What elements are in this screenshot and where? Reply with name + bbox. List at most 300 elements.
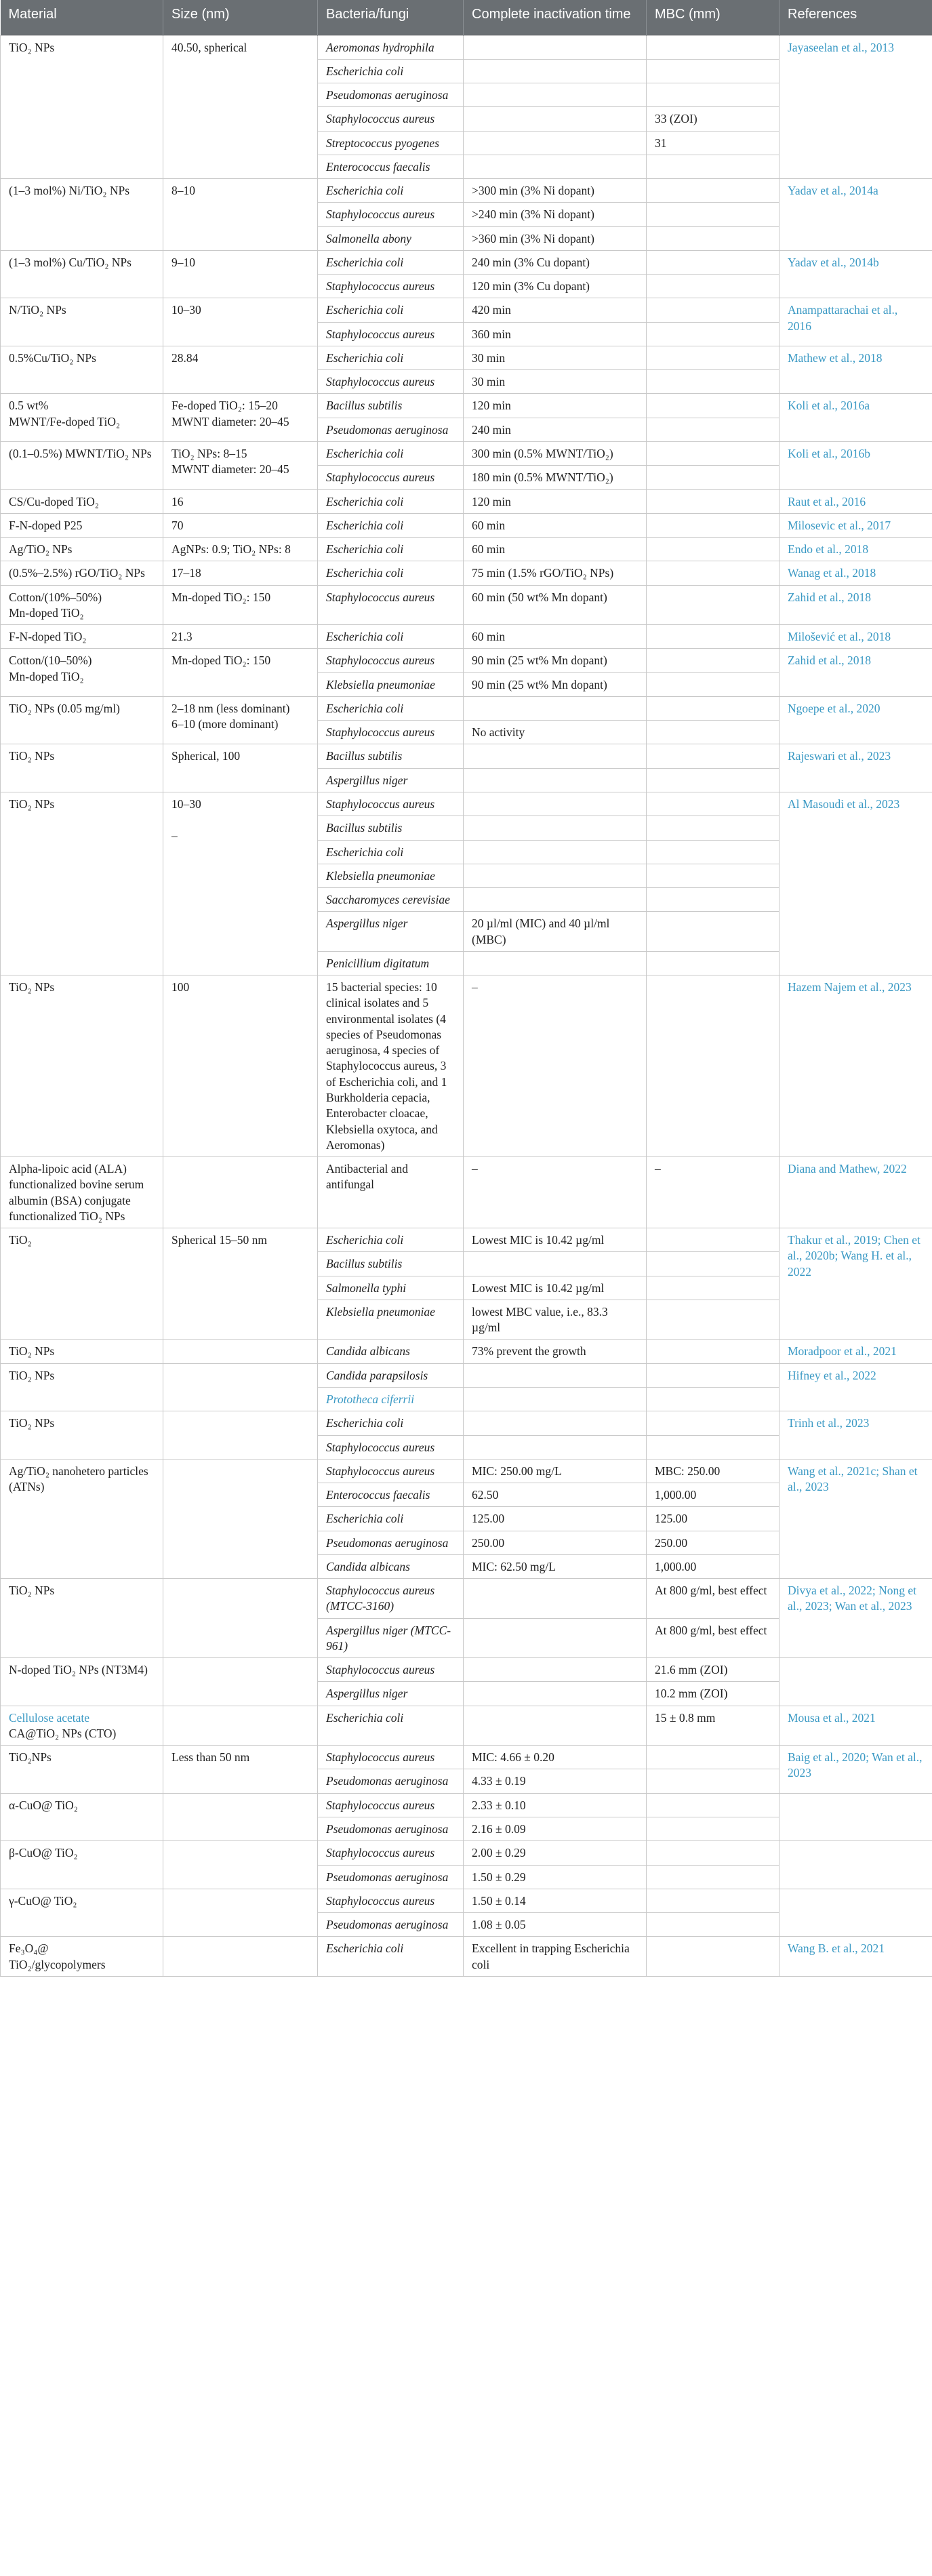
cell-size: 8–10 (163, 179, 318, 251)
cell-organism: Klebsiella pneumoniae (318, 1300, 464, 1340)
cell-size (163, 1363, 318, 1411)
cell-mbc (647, 59, 779, 83)
cell-size: AgNPs: 0.9; TiO₂ NPs: 8 (163, 538, 318, 561)
cell-mbc (647, 912, 779, 952)
cell-mbc (647, 1889, 779, 1912)
table-row (1, 250, 932, 274)
cell-organism: Saccharomyces cerevisiae (318, 888, 464, 912)
cell-material: Cotton/(10–50%) Mn-doped TiO₂ (1, 649, 163, 697)
cell-reference[interactable]: Hazem Najem et al., 2023 (779, 975, 932, 1157)
cell-mbc: – (647, 1157, 779, 1228)
cell-reference[interactable]: Raut et al., 2016 (779, 489, 932, 513)
table-row (1, 179, 932, 203)
cell-material: 0.5 wt% MWNT/Fe-doped TiO₂ (1, 394, 163, 442)
cell-organism: Aeromonas hydrophila (318, 35, 464, 59)
cell-material: TiO₂ NPs (0.05 mg/ml) (1, 696, 163, 744)
cell-inactivation-time: 125.00 (464, 1507, 647, 1531)
cell-inactivation-time: 2.00 ± 0.29 (464, 1841, 647, 1865)
cell-mbc (647, 792, 779, 816)
table-row (1, 35, 932, 59)
cell-material: TiO₂ NPs (1, 792, 163, 975)
cell-mbc (647, 840, 779, 864)
cell-mbc (647, 1817, 779, 1841)
cell-size: 10–30 (163, 298, 318, 346)
cell-size (163, 1706, 318, 1746)
cell-mbc (647, 35, 779, 59)
cell-mbc (647, 585, 779, 625)
cell-mbc (647, 275, 779, 298)
cell-size: Spherical, 100 (163, 744, 318, 792)
cell-organism: Salmonella abony (318, 226, 464, 250)
cell-size (163, 1658, 318, 1706)
cell-mbc (647, 561, 779, 585)
cell-material: TiO₂ (1, 1228, 163, 1340)
cell-organism: Staphylococcus aureus (318, 1841, 464, 1865)
table-row (1, 649, 932, 672)
cell-reference[interactable]: Thakur et al., 2019; Chen et al., 2020b; Wang H. et al., 2022 (779, 1228, 932, 1340)
cell-organism: Staphylococcus aureus (318, 370, 464, 394)
cell-organism: Staphylococcus aureus (318, 1658, 464, 1682)
cell-reference[interactable]: Moradpoor et al., 2021 (779, 1340, 932, 1363)
cell-organism: Escherichia coli (318, 561, 464, 585)
cell-inactivation-time: – (464, 975, 647, 1157)
cell-inactivation-time: 60 min (464, 625, 647, 649)
cell-organism: Escherichia coli (318, 59, 464, 83)
cell-reference[interactable]: Milosevic et al., 2017 (779, 513, 932, 537)
cell-reference (779, 1793, 932, 1841)
cell-inactivation-time: 90 min (25 wt% Mn dopant) (464, 649, 647, 672)
cell-size: 40.50, spherical (163, 35, 318, 179)
cell-mbc (647, 466, 779, 489)
cell-material: (0.5%–2.5%) rGO/TiO₂ NPs (1, 561, 163, 585)
cell-organism: Candida parapsilosis (318, 1363, 464, 1387)
cell-mbc (647, 1363, 779, 1387)
cell-size: Mn-doped TiO₂: 150 (163, 649, 318, 697)
cell-mbc (647, 1387, 779, 1411)
cell-organism: Bacillus subtilis (318, 744, 464, 768)
cell-reference (779, 1841, 932, 1889)
cell-reference[interactable]: Koli et al., 2016b (779, 442, 932, 490)
cell-organism: Pseudomonas aeruginosa (318, 83, 464, 107)
cell-inactivation-time (464, 1252, 647, 1276)
cell-organism: Staphylococcus aureus (318, 721, 464, 744)
cell-organism: Staphylococcus aureus (318, 322, 464, 346)
cell-mbc (647, 1228, 779, 1252)
cell-size: 70 (163, 513, 318, 537)
cell-material: TiO₂ NPs (1, 35, 163, 179)
cell-material: TiO₂ NPs (1, 1579, 163, 1658)
cell-reference[interactable]: Al Masoudi et al., 2023 (779, 792, 932, 975)
cell-inactivation-time (464, 696, 647, 720)
cell-size (163, 1340, 318, 1363)
cell-mbc (647, 1300, 779, 1340)
cell-reference[interactable]: Yadav et al., 2014b (779, 250, 932, 298)
cell-mbc (647, 155, 779, 178)
table-row (1, 1363, 932, 1387)
cell-reference (779, 1889, 932, 1937)
cell-reference[interactable]: Rajeswari et al., 2023 (779, 744, 932, 792)
cell-mbc (647, 1937, 779, 1977)
cell-inactivation-time: 120 min (3% Cu dopant) (464, 275, 647, 298)
cell-reference[interactable]: Wanag et al., 2018 (779, 561, 932, 585)
cell-mbc (647, 888, 779, 912)
cell-inactivation-time (464, 744, 647, 768)
cell-inactivation-time (464, 888, 647, 912)
cell-organism: Escherichia coli (318, 1228, 464, 1252)
cell-organism: Aspergillus niger (318, 912, 464, 952)
cell-inactivation-time: MIC: 4.66 ± 0.20 (464, 1746, 647, 1769)
cell-organism: Bacillus subtilis (318, 816, 464, 840)
cell-mbc (647, 1746, 779, 1769)
cell-inactivation-time (464, 840, 647, 864)
cell-mbc (647, 179, 779, 203)
cell-material: TiO₂ NPs (1, 1411, 163, 1460)
cell-organism: Staphylococcus aureus (318, 1793, 464, 1817)
table-row (1, 394, 932, 418)
cell-reference[interactable]: Milošević et al., 2018 (779, 625, 932, 649)
cell-mbc (647, 1841, 779, 1865)
cell-material: α-CuO@ TiO₂ (1, 1793, 163, 1841)
table-row (1, 1658, 932, 1682)
cell-inactivation-time: >240 min (3% Ni dopant) (464, 203, 647, 226)
cell-inactivation-time: 250.00 (464, 1531, 647, 1554)
cell-organism: Escherichia coli (318, 298, 464, 322)
cell-material: N-doped TiO₂ NPs (NT3M4) (1, 1658, 163, 1706)
cell-inactivation-time: >360 min (3% Ni dopant) (464, 226, 647, 250)
cell-inactivation-time: 60 min (50 wt% Mn dopant) (464, 585, 647, 625)
cell-inactivation-time (464, 1363, 647, 1387)
table-row (1, 792, 932, 816)
cell-organism: Antibacterial and antifungal (318, 1157, 464, 1228)
cell-material: F-N-doped P25 (1, 513, 163, 537)
cell-size (163, 1459, 318, 1578)
cell-organism: Staphylococcus aureus (318, 1746, 464, 1769)
cell-size: Fe-doped TiO₂: 15–20 MWNT diameter: 20–45 (163, 394, 318, 442)
cell-reference[interactable]: Endo et al., 2018 (779, 538, 932, 561)
header-size: Size (nm) (163, 0, 318, 35)
cell-mbc (647, 442, 779, 466)
cell-reference[interactable]: Wang et al., 2021c; Shan et al., 2023 (779, 1459, 932, 1578)
cell-mbc (647, 250, 779, 274)
cell-reference[interactable]: Ngoepe et al., 2020 (779, 696, 932, 744)
cell-inactivation-time: Excellent in trapping Escherichia coli (464, 1937, 647, 1977)
cell-organism: Candida albicans (318, 1554, 464, 1578)
cell-mbc (647, 1276, 779, 1300)
cell-inactivation-time: 30 min (464, 346, 647, 369)
cell-mbc (647, 1913, 779, 1937)
cell-inactivation-time: 240 min (3% Cu dopant) (464, 250, 647, 274)
cell-mbc (647, 538, 779, 561)
table-row (1, 1889, 932, 1912)
table-row (1, 1411, 932, 1435)
cell-organism: Aspergillus niger (MTCC-961) (318, 1618, 464, 1658)
cell-mbc (647, 744, 779, 768)
cell-inactivation-time (464, 1387, 647, 1411)
cell-inactivation-time (464, 107, 647, 131)
table-row (1, 975, 932, 1157)
cell-mbc (647, 625, 779, 649)
cell-organism: Staphylococcus aureus (318, 275, 464, 298)
cell-inactivation-time (464, 1618, 647, 1658)
cell-inactivation-time: 20 µl/ml (MIC) and 40 µl/ml (MBC) (464, 912, 647, 952)
cell-size: 28.84 (163, 346, 318, 394)
cell-inactivation-time (464, 864, 647, 887)
header-material: Material (1, 0, 163, 35)
header-row (1, 0, 932, 35)
cell-inactivation-time: 62.50 (464, 1483, 647, 1507)
cell-organism: Staphylococcus aureus (318, 1889, 464, 1912)
cell-mbc (647, 418, 779, 441)
cell-inactivation-time (464, 951, 647, 975)
cell-size (163, 1937, 318, 1977)
table-row (1, 489, 932, 513)
cell-mbc (647, 1340, 779, 1363)
cell-reference[interactable]: Zahid et al., 2018 (779, 585, 932, 625)
cell-size: 9–10 (163, 250, 318, 298)
cell-organism: Aspergillus niger (318, 1682, 464, 1706)
cell-mbc (647, 696, 779, 720)
cell-size (163, 1157, 318, 1228)
table-row (1, 696, 932, 720)
cell-mbc (647, 672, 779, 696)
cell-mbc: 1,000.00 (647, 1483, 779, 1507)
cell-organism: Escherichia coli (318, 489, 464, 513)
cell-organism: Pseudomonas aeruginosa (318, 1531, 464, 1554)
cell-size: Less than 50 nm (163, 1746, 318, 1794)
table-row (1, 1340, 932, 1363)
cell-reference[interactable]: Mousa et al., 2021 (779, 1706, 932, 1746)
table-row (1, 1937, 932, 1977)
cell-organism: Escherichia coli (318, 1937, 464, 1977)
cell-mbc (647, 816, 779, 840)
cell-inactivation-time: 240 min (464, 418, 647, 441)
cell-inactivation-time (464, 1579, 647, 1619)
cell-organism: 15 bacterial species: 10 clinical isolates and 5 environmental isolates (4 species of Pseudomonas aeruginosa, 4 species of Staphylococcus aureus, 3 of Escherichia coli, and 1 Burkholderia cepacia, Enterobacter cloacae, Klebsiella oxytoca, and Aeromonas) (318, 975, 464, 1157)
cell-material: Fe₃O₄@ TiO₂/glycopolymers (1, 1937, 163, 1977)
cell-mbc (647, 203, 779, 226)
cell-inactivation-time (464, 792, 647, 816)
cell-reference[interactable]: Koli et al., 2016a (779, 394, 932, 442)
cell-organism: Enterococcus faecalis (318, 155, 464, 178)
cell-inactivation-time: 2.16 ± 0.09 (464, 1817, 647, 1841)
cell-material: β-CuO@ TiO₂ (1, 1841, 163, 1889)
cell-mbc (647, 370, 779, 394)
cell-material: TiO₂ NPs (1, 1363, 163, 1411)
cell-size: 2–18 nm (less dominant) 6–10 (more dominant) (163, 696, 318, 744)
cell-inactivation-time (464, 155, 647, 178)
cell-organism: Candida albicans (318, 1340, 464, 1363)
cell-size (163, 1411, 318, 1460)
cell-mbc (647, 721, 779, 744)
cell-material: 0.5%Cu/TiO₂ NPs (1, 346, 163, 394)
cell-size (163, 1889, 318, 1937)
cell-material: γ-CuO@ TiO₂ (1, 1889, 163, 1937)
table-row (1, 585, 932, 625)
cell-reference[interactable]: Mathew et al., 2018 (779, 346, 932, 394)
cell-mbc (647, 1435, 779, 1459)
cell-organism: Pseudomonas aeruginosa (318, 1865, 464, 1889)
cell-reference[interactable]: Wang B. et al., 2021 (779, 1937, 932, 1977)
cell-mbc (647, 864, 779, 887)
cell-inactivation-time: No activity (464, 721, 647, 744)
cell-inactivation-time: – (464, 1157, 647, 1228)
cell-material: (1–3 mol%) Ni/TiO₂ NPs (1, 179, 163, 251)
cell-inactivation-time: 300 min (0.5% MWNT/TiO₂) (464, 442, 647, 466)
cell-inactivation-time (464, 59, 647, 83)
cell-organism: Klebsiella pneumoniae (318, 672, 464, 696)
cell-reference[interactable]: Jayaseelan et al., 2013 (779, 35, 932, 179)
cell-mbc (647, 768, 779, 792)
cell-organism: Pseudomonas aeruginosa (318, 418, 464, 441)
cell-inactivation-time (464, 1682, 647, 1706)
cell-organism: Streptococcus pyogenes (318, 131, 464, 155)
cell-inactivation-time: 60 min (464, 513, 647, 537)
cell-mbc (647, 1793, 779, 1817)
cell-organism: Staphylococcus aureus (318, 585, 464, 625)
cell-organism: Pseudomonas aeruginosa (318, 1913, 464, 1937)
cell-inactivation-time: 1.50 ± 0.14 (464, 1889, 647, 1912)
cell-organism: Staphylococcus aureus (318, 1435, 464, 1459)
cell-inactivation-time: 1.50 ± 0.29 (464, 1865, 647, 1889)
cell-reference[interactable]: Anampattarachai et al., 2016 (779, 298, 932, 346)
table-row (1, 1841, 932, 1865)
cell-organism: Staphylococcus aureus (318, 466, 464, 489)
cell-inactivation-time: >300 min (3% Ni dopant) (464, 179, 647, 203)
cell-material: N/TiO₂ NPs (1, 298, 163, 346)
cell-inactivation-time: 60 min (464, 538, 647, 561)
cell-size: 100 (163, 975, 318, 1157)
cell-mbc (647, 1865, 779, 1889)
header-mbc: MBC (mm) (647, 0, 779, 35)
table-row (1, 346, 932, 369)
cell-inactivation-time: lowest MBC value, i.e., 83.3 µg/ml (464, 1300, 647, 1340)
cell-inactivation-time: 73% prevent the growth (464, 1340, 647, 1363)
cell-organism: Pseudomonas aeruginosa (318, 1817, 464, 1841)
cell-organism: Enterococcus faecalis (318, 1483, 464, 1507)
table-row (1, 298, 932, 322)
cell-inactivation-time: 180 min (0.5% MWNT/TiO₂) (464, 466, 647, 489)
cell-size: TiO₂ NPs: 8–15 MWNT diameter: 20–45 (163, 442, 318, 490)
cell-organism: Escherichia coli (318, 513, 464, 537)
cell-inactivation-time: Lowest MIC is 10.42 µg/ml (464, 1228, 647, 1252)
cell-organism: Escherichia coli (318, 1411, 464, 1435)
cell-inactivation-time (464, 35, 647, 59)
table-row (1, 561, 932, 585)
cell-inactivation-time: 120 min (464, 489, 647, 513)
cell-material: (1–3 mol%) Cu/TiO₂ NPs (1, 250, 163, 298)
cell-organism: Aspergillus niger (318, 768, 464, 792)
cell-size (163, 1793, 318, 1841)
table-row (1, 538, 932, 561)
cell-material: Cellulose acetate CA@TiO₂ NPs (CTO) (1, 1706, 163, 1746)
cell-organism: Pseudomonas aeruginosa (318, 1769, 464, 1793)
cell-reference[interactable]: Divya et al., 2022; Nong et al., 2023; Wan et al., 2023 (779, 1579, 932, 1658)
cell-material: Alpha-lipoic acid (ALA) functionalized bovine serum albumin (BSA) conjugate functionalized TiO₂ NPs (1, 1157, 163, 1228)
cell-size: 16 (163, 489, 318, 513)
cell-inactivation-time (464, 1658, 647, 1682)
cell-inactivation-time: MIC: 250.00 mg/L (464, 1459, 647, 1483)
cell-organism: Escherichia coli (318, 840, 464, 864)
cell-material: Cotton/(10%–50%) Mn-doped TiO₂ (1, 585, 163, 625)
cell-organism: Escherichia coli (318, 346, 464, 369)
cell-organism: Staphylococcus aureus (318, 203, 464, 226)
cell-mbc: 15 ± 0.8 mm (647, 1706, 779, 1746)
cell-inactivation-time (464, 131, 647, 155)
cell-inactivation-time: MIC: 62.50 mg/L (464, 1554, 647, 1578)
cell-inactivation-time: 4.33 ± 0.19 (464, 1769, 647, 1793)
cell-inactivation-time: 90 min (25 wt% Mn dopant) (464, 672, 647, 696)
cell-inactivation-time: 30 min (464, 370, 647, 394)
cell-organism: Escherichia coli (318, 442, 464, 466)
cell-organism: Escherichia coli (318, 538, 464, 561)
table-row (1, 1157, 932, 1228)
table-row (1, 1579, 932, 1619)
cell-inactivation-time (464, 816, 647, 840)
cell-organism: Staphylococcus aureus (318, 649, 464, 672)
cell-reference[interactable]: Yadav et al., 2014a (779, 179, 932, 251)
cell-mbc: MBC: 250.00 (647, 1459, 779, 1483)
cell-reference[interactable]: Diana and Mathew, 2022 (779, 1157, 932, 1228)
cell-inactivation-time: 2.33 ± 0.10 (464, 1793, 647, 1817)
cell-reference[interactable]: Hifney et al., 2022 (779, 1363, 932, 1411)
cell-reference[interactable]: Trinh et al., 2023 (779, 1411, 932, 1460)
cell-organism: Staphylococcus aureus (MTCC-3160) (318, 1579, 464, 1619)
cell-organism: Staphylococcus aureus (318, 792, 464, 816)
cell-organism: Salmonella typhi (318, 1276, 464, 1300)
cell-mbc (647, 298, 779, 322)
cell-inactivation-time (464, 1411, 647, 1435)
cell-mbc (647, 1769, 779, 1793)
cell-inactivation-time: 1.08 ± 0.05 (464, 1913, 647, 1937)
cell-organism: Prototheca ciferrii (318, 1387, 464, 1411)
cell-mbc: 10.2 mm (ZOI) (647, 1682, 779, 1706)
header-organism: Bacteria/fungi (318, 0, 464, 35)
cell-inactivation-time (464, 1706, 647, 1746)
cell-organism: Escherichia coli (318, 250, 464, 274)
cell-organism: Bacillus subtilis (318, 394, 464, 418)
cell-inactivation-time (464, 1435, 647, 1459)
cell-mbc (647, 1411, 779, 1435)
cell-inactivation-time: Lowest MIC is 10.42 µg/ml (464, 1276, 647, 1300)
cell-mbc (647, 346, 779, 369)
cell-organism: Penicillium digitatum (318, 951, 464, 975)
table-row (1, 1793, 932, 1817)
cell-material: CS/Cu-doped TiO₂ (1, 489, 163, 513)
table-row (1, 625, 932, 649)
cell-inactivation-time: 120 min (464, 394, 647, 418)
header-inactivation-time: Complete inactivation time (464, 0, 647, 35)
cell-inactivation-time: 360 min (464, 322, 647, 346)
header-references: References (779, 0, 932, 35)
cell-size (163, 1579, 318, 1658)
cell-mbc (647, 1252, 779, 1276)
cell-size: Spherical 15–50 nm (163, 1228, 318, 1340)
cell-mbc (647, 322, 779, 346)
cell-material: Ag/TiO₂ nanohetero particles (ATNs) (1, 1459, 163, 1578)
cell-mbc (647, 649, 779, 672)
cell-mbc (647, 226, 779, 250)
cell-mbc: At 800 g/ml, best effect (647, 1579, 779, 1619)
table-row (1, 744, 932, 768)
cell-reference[interactable]: Zahid et al., 2018 (779, 649, 932, 697)
cell-reference[interactable]: Baig et al., 2020; Wan et al., 2023 (779, 1746, 932, 1794)
cell-organism: Escherichia coli (318, 1507, 464, 1531)
cell-material: Ag/TiO₂ NPs (1, 538, 163, 561)
cell-mbc: 21.6 mm (ZOI) (647, 1658, 779, 1682)
cell-reference (779, 1658, 932, 1706)
cell-mbc: 250.00 (647, 1531, 779, 1554)
cell-size (163, 1841, 318, 1889)
